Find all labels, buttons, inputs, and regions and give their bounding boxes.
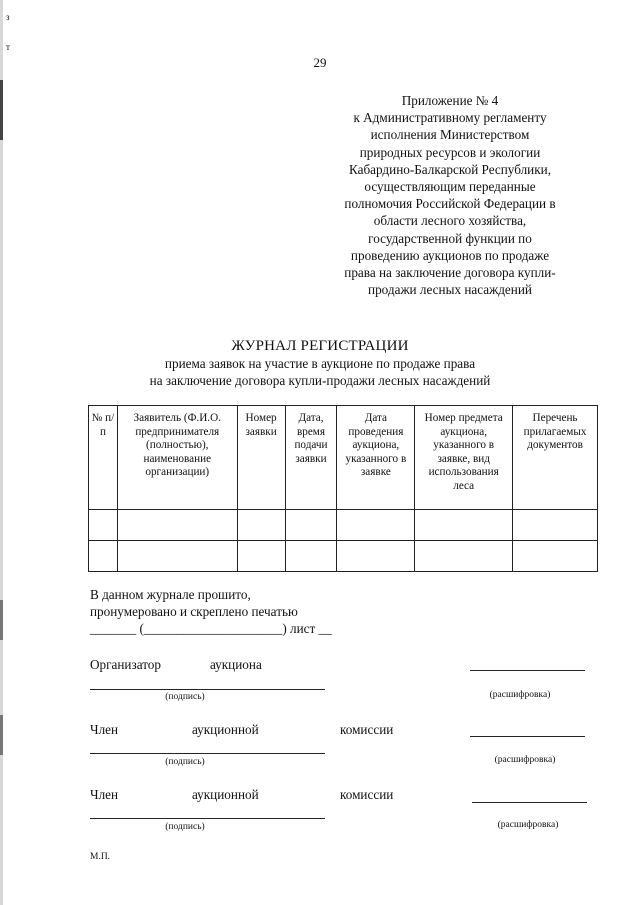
column-header-submission-date: Дата, время подачи заявки [285, 406, 337, 510]
scan-mark-bar [0, 80, 3, 140]
journal-subtitle-line: на заключение договора купли-продажи лесных насаждений [149, 373, 491, 388]
stitch-line: пронумеровано и скреплено печатью [90, 604, 298, 619]
transcript-caption: (расшифровка) [494, 755, 556, 765]
table-row [89, 510, 598, 541]
signature-line [470, 670, 585, 671]
appendix-line: к Административному регламенту [353, 110, 547, 126]
column-header-number: № п/п [89, 406, 118, 510]
table-cell [285, 541, 337, 572]
table-row [89, 541, 598, 572]
table-cell [415, 510, 513, 541]
registration-table [88, 405, 598, 572]
signature-line [90, 689, 325, 690]
column-header-applicant: Заявитель (Ф.И.О. предпринимателя (полностью), наименование организации) [117, 406, 237, 510]
column-header-documents: Перечень прилагаемых документов [513, 406, 598, 510]
appendix-line: продажи лесных насаждений [368, 282, 532, 298]
signature-line [90, 753, 325, 754]
column-header-lot-number: Номер предмета аукциона, указанного в заявке, вид использования леса [415, 406, 513, 510]
signature-line [472, 802, 587, 803]
appendix-line: Приложение № 4 [401, 93, 499, 108]
stitch-statement [90, 586, 410, 637]
table-cell [117, 541, 237, 572]
table-cell [337, 510, 415, 541]
appendix-line: государственной функции по [368, 230, 532, 246]
stamp-place-label: М.П. [90, 852, 111, 862]
transcript-caption: (расшифровка) [497, 820, 559, 830]
appendix-line: исполнения Министерством [370, 127, 530, 143]
signature-role-word: аукционной [192, 787, 259, 802]
table-header-row [89, 406, 598, 510]
appendix-line: природных ресурсов и экологии [359, 144, 541, 160]
table-cell [237, 510, 285, 541]
scan-mark-bar [0, 715, 3, 755]
signature-role-word: комиссии [340, 787, 394, 802]
appendix-line: проведению аукционов по продаже [350, 247, 550, 263]
transcript-caption: (расшифровка) [489, 690, 551, 700]
table-cell [117, 510, 237, 541]
appendix-line: полномочия Российской Федерации в [344, 196, 556, 212]
signature-role-word: комиссии [340, 722, 394, 737]
page-number: 29 [313, 55, 327, 70]
signature-line [90, 818, 325, 819]
signature-role-word: аукционной [192, 722, 259, 737]
margin-mark: т [6, 42, 10, 52]
stitch-line: В данном журнале прошито, [90, 587, 251, 602]
margin-mark: з [6, 12, 10, 22]
column-header-application-number: Номер заявки [237, 406, 285, 510]
table-cell [285, 510, 337, 541]
journal-title: ЖУРНАЛ РЕГИСТРАЦИИ [231, 338, 409, 354]
scan-mark-bar [0, 600, 3, 640]
table-cell [89, 541, 118, 572]
appendix-line: права на заключение договора купли- [344, 265, 556, 281]
column-header-auction-date: Дата проведения аукциона, указанного в заявке [337, 406, 415, 510]
signature-role-word: Организатор [90, 657, 161, 672]
appendix-line: осуществляющим переданные [364, 179, 536, 195]
signature-role-word: Член [90, 787, 119, 802]
table-cell [237, 541, 285, 572]
signature-caption: (подпись) [165, 692, 205, 702]
appendix-header [320, 92, 580, 298]
journal-subtitle [110, 355, 530, 389]
stitch-line: _______ (_____________________) лист __ [90, 621, 332, 636]
table-cell [513, 510, 598, 541]
appendix-line: области лесного хозяйства, [373, 213, 527, 229]
table-cell [415, 541, 513, 572]
signature-role-word: Член [90, 722, 119, 737]
signature-role-word: аукциона [210, 657, 262, 672]
signature-caption: (подпись) [165, 822, 205, 832]
table-cell [89, 510, 118, 541]
journal-subtitle-line: приема заявок на участие в аукционе по продаже права [164, 356, 476, 371]
signature-caption: (подпись) [165, 757, 205, 767]
table-cell [513, 541, 598, 572]
appendix-line: Кабардино-Балкарской Республики, [348, 161, 552, 177]
signature-line [470, 736, 585, 737]
table-cell [337, 541, 415, 572]
